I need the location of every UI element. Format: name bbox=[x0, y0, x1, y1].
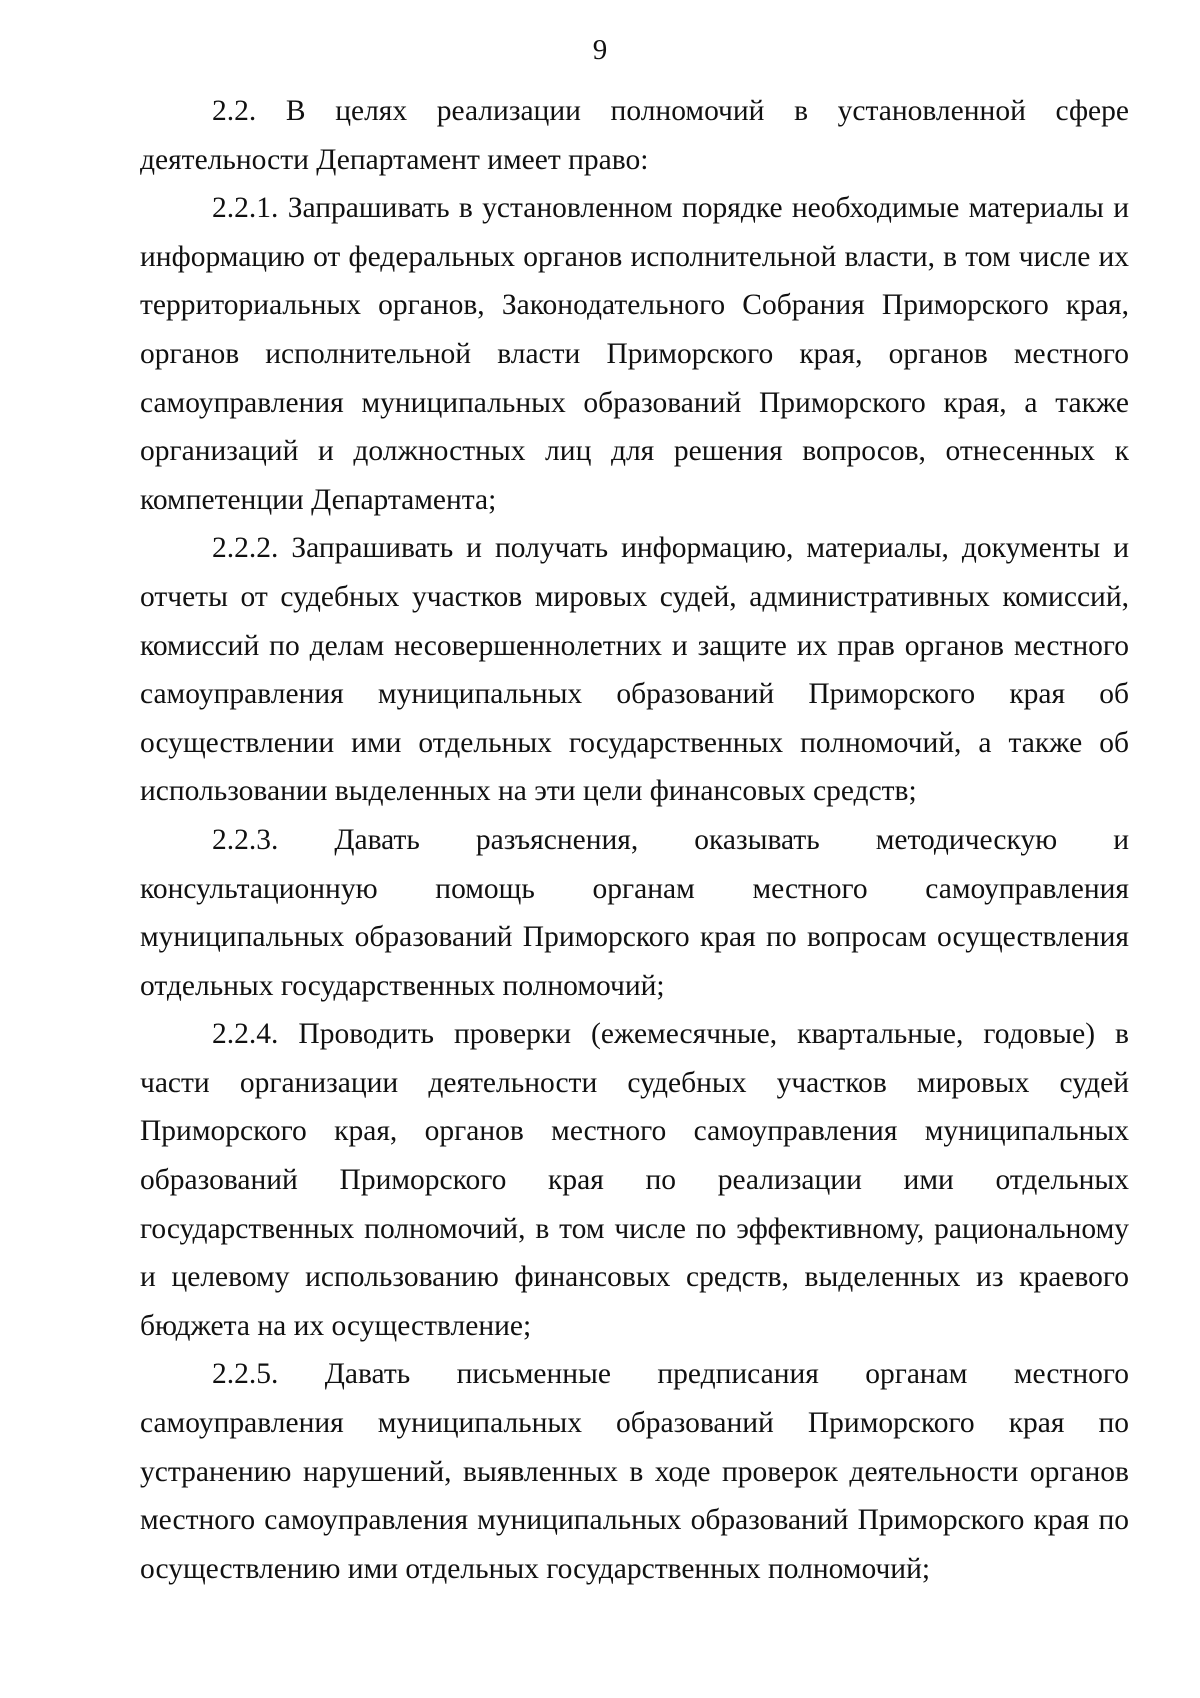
paragraph-2-2-1: 2.2.1. Запрашивать в установленном порядке необходимые материалы и информацию от федеральных органов исполнительной власти, в том числе их территориальных органов, Законодательного Собрания Приморского края, органов исполнительной власти Приморского края, органов местного самоуправления муниципальных образований Приморского края, а также организаций и должностных лиц для решения вопросов, отнесенных к компетенции Департамента; bbox=[140, 192, 1129, 516]
page-number: 9 bbox=[592, 34, 608, 66]
paragraph-2-2-2: 2.2.2. Запрашивать и получать информацию, материалы, документы и отчеты от судебных участков мировых судей, административных комиссий, комиссий по делам несовершеннолетних и защите их прав органов местного самоуправления муниципальных образований Приморского края об осуществлении ими отдельных государственных полномочий, а также об использовании выделенных на эти цели финансовых средств; bbox=[140, 532, 1129, 808]
paragraph-2-2-4: 2.2.4. Проводить проверки (ежемесячные, квартальные, годовые) в части организации деятельности судебных участков мировых судей Приморского края, органов местного самоуправления муниципальных образований Приморского края по реализации ими отдельных государственных полномочий, в том числе по эффективному, рациональному и целевому использованию финансовых средств, выделенных из краевого бюджета на их осуществление; bbox=[140, 1018, 1129, 1342]
paragraph-2-2-3: 2.2.3. Давать разъяснения, оказывать методическую и консультационную помощь органам местного самоуправления муниципальных образований Приморского края по вопросам осуществления отдельных государственных полномочий; bbox=[140, 823, 1129, 1002]
paragraph-2-2-5: 2.2.5. Давать письменные предписания органам местного самоуправления муниципальных образований Приморского края по устранению нарушений, выявленных в ходе проверок деятельности органов местного самоуправления муниципальных образований Приморского края по осуществлению ими отдельных государственных полномочий; bbox=[140, 1358, 1129, 1585]
paragraph-2-2: 2.2. В целях реализации полномочий в установленной сфере деятельности Департамент имеет право: bbox=[140, 95, 1129, 176]
document-body bbox=[140, 87, 1129, 1593]
